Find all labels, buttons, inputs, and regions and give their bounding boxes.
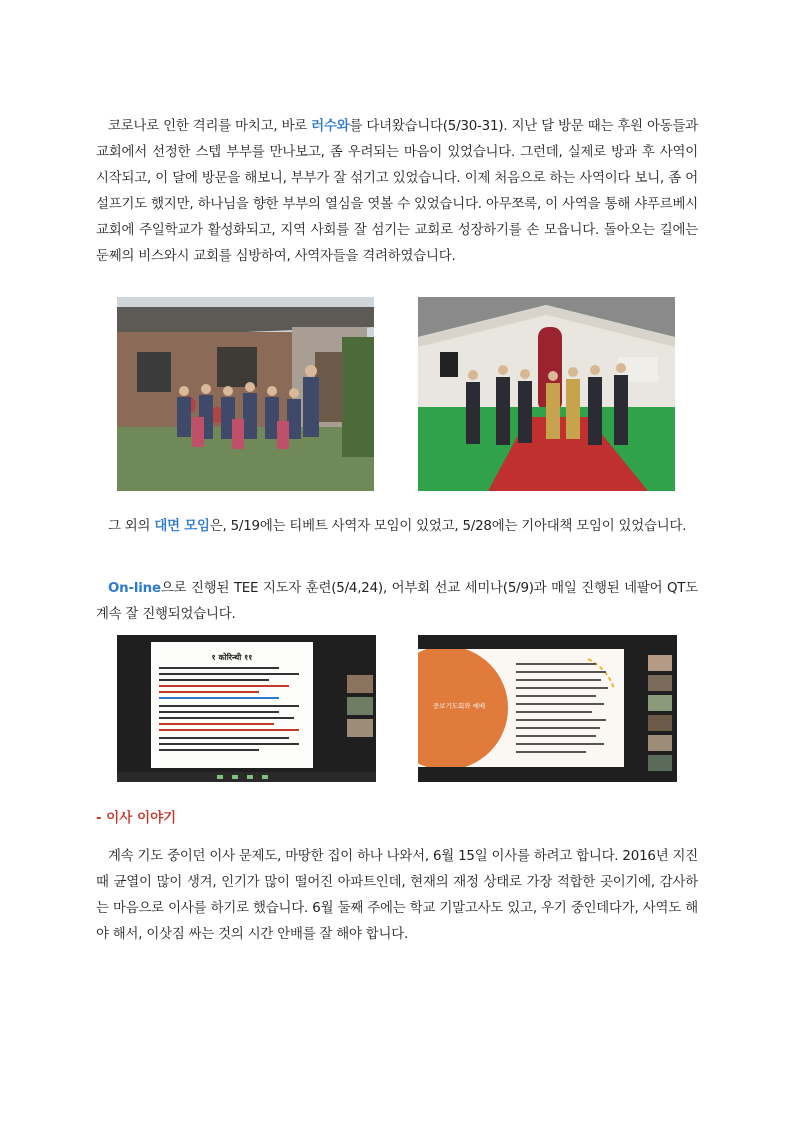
paragraph-meetings <box>96 514 698 540</box>
participant-video <box>648 655 672 771</box>
zoom-screenshot-qt <box>418 635 677 782</box>
meeting-highlight: 대면 모임 <box>154 519 210 534</box>
paragraph-text: 계속 기도 중이던 이사 문제도, 마땅한 집이 하나 나와서, 6월 15일 이사를 하려고 합니다. 2016년 지진 때 균열이 많이 생겨, 인기가 많이 떨어진 아파트인데, 현재의 재정 상태로 가장 적합한 곳이기에, 감사하는 마음으로 이사를 하기로 했습니다. 6월 둘째 주에는 학교 기말고사도 있고, 우기 중인데다가, 사역도 해야 해서, 이삿짐 싸는 것의 시간 안배를 잘 해야 합니다. <box>96 849 698 942</box>
photo-church-interior <box>418 297 675 491</box>
participant-video <box>347 675 373 737</box>
slide-label: 중보기도회와 예배 <box>432 702 486 710</box>
paragraph-text: 를 다녀왔습니다(5/30-31). 지난 달 방문 때는 후원 아동들과 교회에서 선정한 스텝 부부를 만나보고, 좀 우려되는 마음이 있었습니다. 그런데, 실제로 방과 후 사역이 시작되고, 이 달에 방문을 해보니, 부부가 잘 섞기고 있었습니다. 이제 처음으로 하는 사역이다 보니, 좀 어설프기도 했지만, 하나님을 향한 부부의 열심을 엿볼 수 있었습니다. 아무쪼록, 이 사역을 통해 샤푸르베시 교회에 주일학교가 활성화되고, 지역 사회를 잘 섬기는 교회로 성장하기를 손 모읍니다. 돌아오는 길에는 둔쩨의 비스와시 교회를 심방하여, 사역자들을 격려하였습니다. <box>96 119 698 264</box>
zoom-screenshot-tee <box>117 635 376 782</box>
slide-title: १ कोरिन्थी ११ <box>211 653 253 662</box>
paragraph-online <box>96 576 698 628</box>
place-highlight: 러수와 <box>311 119 350 134</box>
paragraph-text: 은, 5/19에는 티베트 사역자 모임이 있었고, 5/28에는 기아대책 모임이 있었습니다. <box>209 519 687 534</box>
paragraph-trip <box>96 114 698 270</box>
paragraph-text: 코로나로 인한 격리를 마치고, 바로 <box>108 119 312 134</box>
paragraph-moving <box>96 844 698 948</box>
photo-house-group <box>117 297 374 491</box>
online-highlight: On-line <box>108 581 161 596</box>
section-heading: - 이사 이야기 <box>96 810 177 826</box>
paragraph-text: 으로 진행된 TEE 지도자 훈련(5/4,24), 어부회 선교 세미나(5/9)과 매일 진행된 네팔어 QT도 계속 잘 진행되었습니다. <box>96 581 698 622</box>
paragraph-text: 그 외의 <box>108 519 155 534</box>
